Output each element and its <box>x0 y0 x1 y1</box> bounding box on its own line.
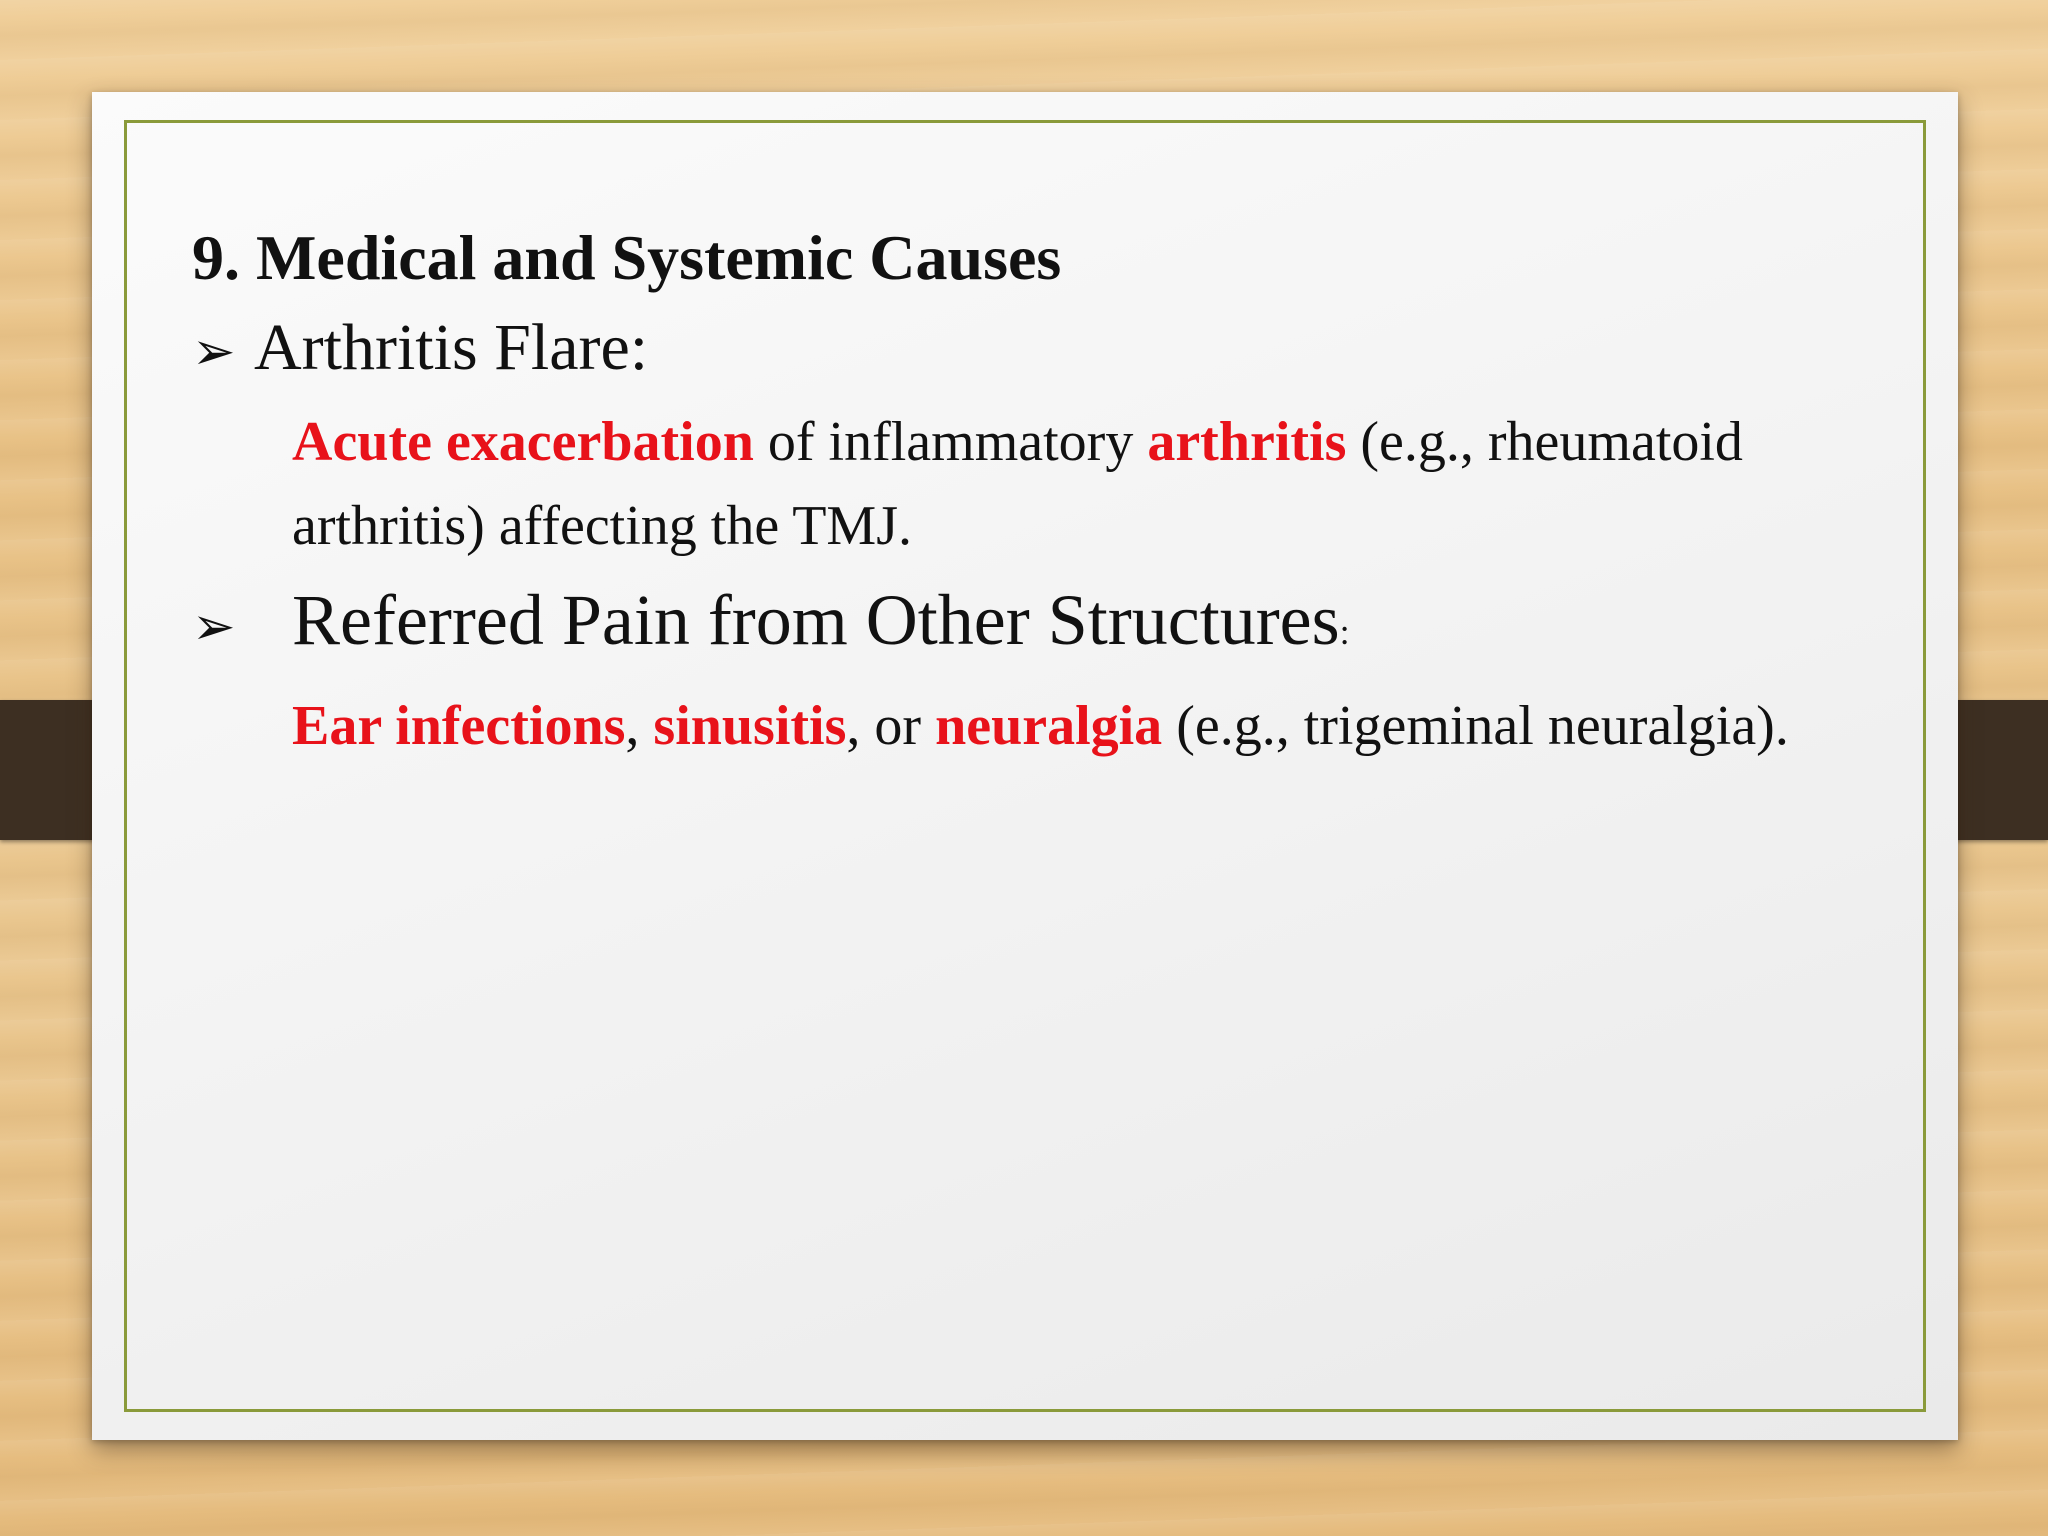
slide-heading: 9. Medical and Systemic Causes <box>192 222 1062 293</box>
highlight-term: Ear infections <box>292 695 626 757</box>
referred-pain-description <box>292 684 1872 768</box>
bullet-arthritis-flare <box>192 304 1872 396</box>
arthritis-description <box>292 400 1872 568</box>
arrow-bullet-icon: ➢ <box>192 322 236 382</box>
bullet-title: Arthritis Flare: <box>254 311 649 384</box>
body-text: (e.g., rheumatoid arthritis) affecting the TMJ. <box>292 411 1743 557</box>
body-text: , or <box>846 695 936 757</box>
bullet-title-text: Referred Pain from Other Structures <box>292 580 1340 660</box>
slide-card <box>92 92 1958 1440</box>
arrow-bullet-icon: ➢ <box>192 597 236 657</box>
highlight-term: neuralgia <box>935 695 1163 757</box>
bullet-referred-pain <box>192 570 1872 682</box>
body-text: of inflammatory <box>753 411 1148 473</box>
highlight-term: Acute exacerbation <box>292 411 754 473</box>
body-text: (e.g., trigeminal neuralgia). <box>1162 695 1789 757</box>
bullet-title-colon: : <box>1339 612 1350 652</box>
body-text: , <box>625 695 654 757</box>
highlight-term: arthritis <box>1147 411 1347 473</box>
slide-content <box>192 212 1872 768</box>
highlight-term: sinusitis <box>653 695 847 757</box>
bullet-title <box>292 570 1350 682</box>
